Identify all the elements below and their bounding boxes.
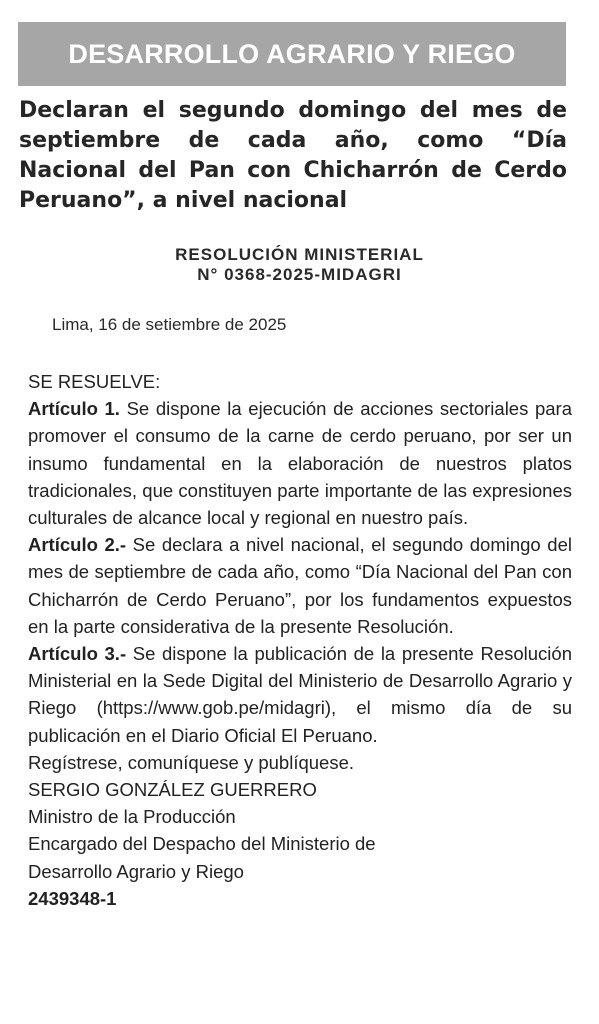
signer-role-3: Desarrollo Agrario y Riego bbox=[28, 860, 244, 882]
signer-name: SERGIO GONZÁLEZ GUERRERO bbox=[28, 779, 317, 801]
publication-code: 2439348-1 bbox=[28, 887, 117, 909]
resolution-body bbox=[28, 368, 572, 912]
signer-role-2: Encargado del Despacho del Ministerio de bbox=[28, 833, 376, 855]
section-banner bbox=[18, 22, 566, 86]
article-2-label: Artículo 2.- bbox=[28, 534, 127, 556]
resolve-heading: SE RESUELVE: bbox=[28, 371, 161, 392]
signer-role-1: Ministro de la Producción bbox=[28, 806, 236, 828]
resolution-title bbox=[0, 245, 599, 285]
article-2 bbox=[28, 531, 572, 640]
closing-formula: Regístrese, comuníquese y publíquese. bbox=[28, 751, 354, 773]
article-3-text: Se dispone la publicación de la presente Resolución Ministerial en la Sede Digital del Ministerio de Desarrollo Agrario y Riego (https://www.gob.pe/midagri), el mismo día de su publicación en el Diario Oficial El Peruano. bbox=[28, 643, 572, 746]
article-3-label: Artículo 3.- bbox=[28, 643, 127, 665]
publication-code-row bbox=[28, 885, 572, 912]
article-3 bbox=[28, 640, 572, 749]
resolution-number: N° 0368-2025-MIDAGRI bbox=[197, 265, 402, 284]
resolution-title-line1: RESOLUCIÓN MINISTERIAL bbox=[175, 245, 424, 264]
article-1-label: Artículo 1. bbox=[28, 398, 120, 420]
issue-date: Lima, 16 de setiembre de 2025 bbox=[52, 315, 287, 334]
article-2-text: Se declara a nivel nacional, el segundo domingo del mes de septiembre de cada año, como “Día Nacional del Pan con Chicharrón de Cerdo Peruano”, por los fundamentos expuestos en la parte considerativa de la presente Resolución. bbox=[28, 534, 572, 637]
headline: Declaran el segundo domingo del mes de septiembre de cada año, como “Día Nacional del Pan con Chicharrón de Cerdo Peruano”, a nivel nacional bbox=[19, 98, 567, 213]
article-1-text: Se dispone la ejecución de acciones sectoriales para promover el consumo de la carne de cerdo peruano, por ser un insumo fundamental en la elaboración de nuestros platos tradicionales, que constituyen parte importante de las expresiones culturales de alcance local y regional en nuestro país. bbox=[28, 398, 572, 529]
article-1 bbox=[28, 395, 572, 531]
section-title: DESARROLLO AGRARIO Y RIEGO bbox=[68, 38, 516, 69]
